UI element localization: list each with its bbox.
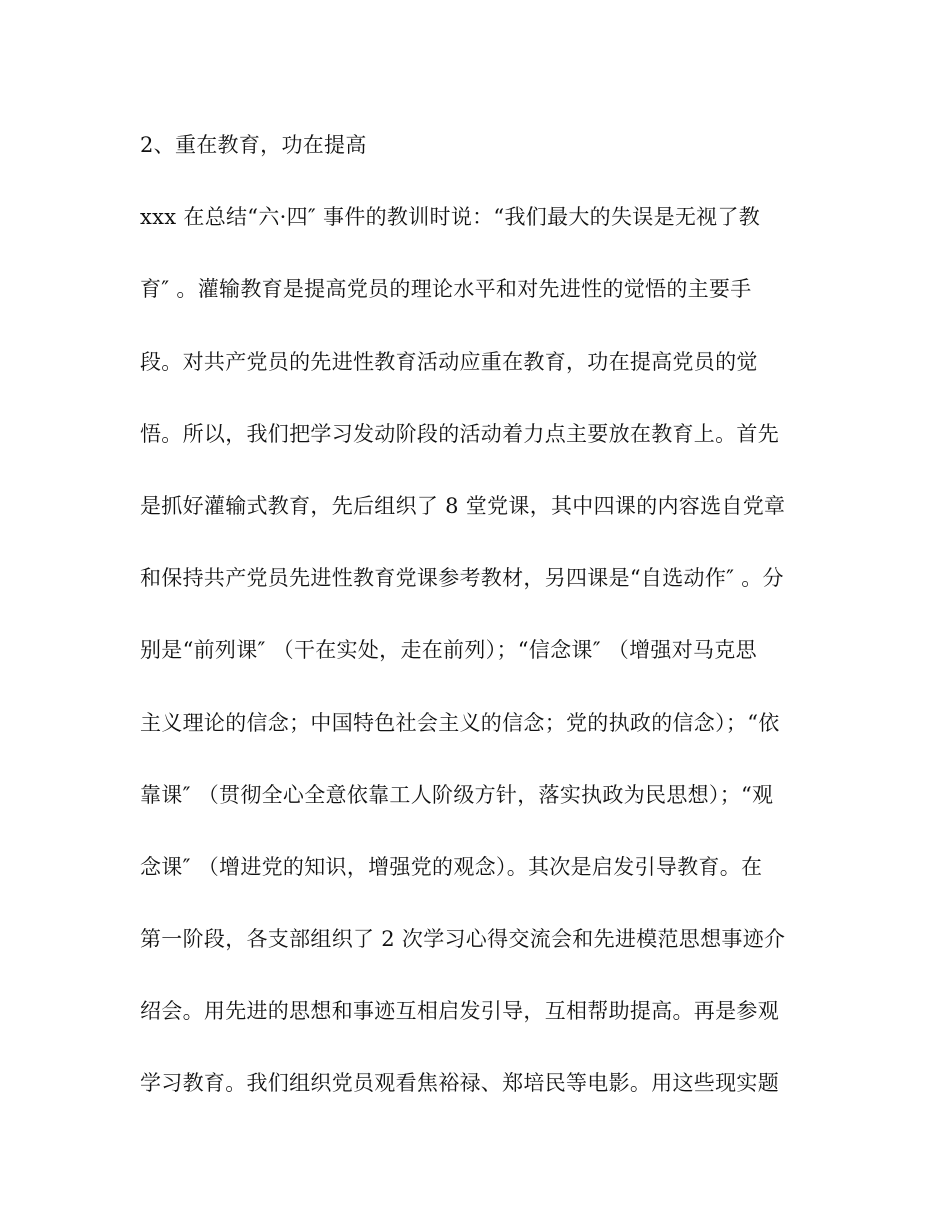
- paragraph-line: 育″ 。灌输教育是提高党员的理论水平和对先进性的觉悟的主要手: [140, 277, 752, 302]
- paragraph-line: 学习教育。我们组织党员观看焦裕禄、郑培民等电影。用这些现实题: [140, 1071, 779, 1096]
- paragraph-line: 念课″ （增进党的知识，增强党的观念）。其次是启发引导教育。在: [140, 854, 763, 879]
- paragraph-line: 是抓好灌输式教育，先后组织了 8 堂党课，其中四课的内容选自党章: [140, 493, 786, 518]
- section-heading: 2、重在教育，功在提高: [140, 133, 367, 157]
- document-body: [140, 130, 820, 1141]
- paragraph-line: 主义理论的信念；中国特色社会主义的信念；党的执政的信念）；“依: [140, 710, 780, 735]
- paragraph-line: 悟。所以，我们把学习发动阶段的活动着力点主要放在教育上。首先: [140, 421, 779, 446]
- paragraph-line: 靠课″ （贯彻全心全意依靠工人阶级方针，落实执政为民思想）；“观: [140, 782, 774, 807]
- paragraph-line: 第一阶段，各支部组织了 2 次学习心得交流会和先进模范思想事迹介: [140, 927, 786, 952]
- paragraph-line: xxx 在总结“六·四″ 事件的教训时说：“我们最大的失误是无视了教: [140, 205, 761, 230]
- paragraph-line: 绍会。用先进的思想和事迹互相启发引导，互相帮助提高。再是参观: [140, 999, 779, 1024]
- paragraph-line: 别是“前列课″ （干在实处，走在前列）；“信念课″ （增强对马克思: [140, 638, 757, 663]
- paragraph-line: 段。对共产党员的先进性教育活动应重在教育，功在提高党员的觉: [140, 349, 758, 374]
- paragraph-line: 和保持共产党员先进性教育党课参考教材，另四课是“自选动作″ 。分: [140, 566, 784, 591]
